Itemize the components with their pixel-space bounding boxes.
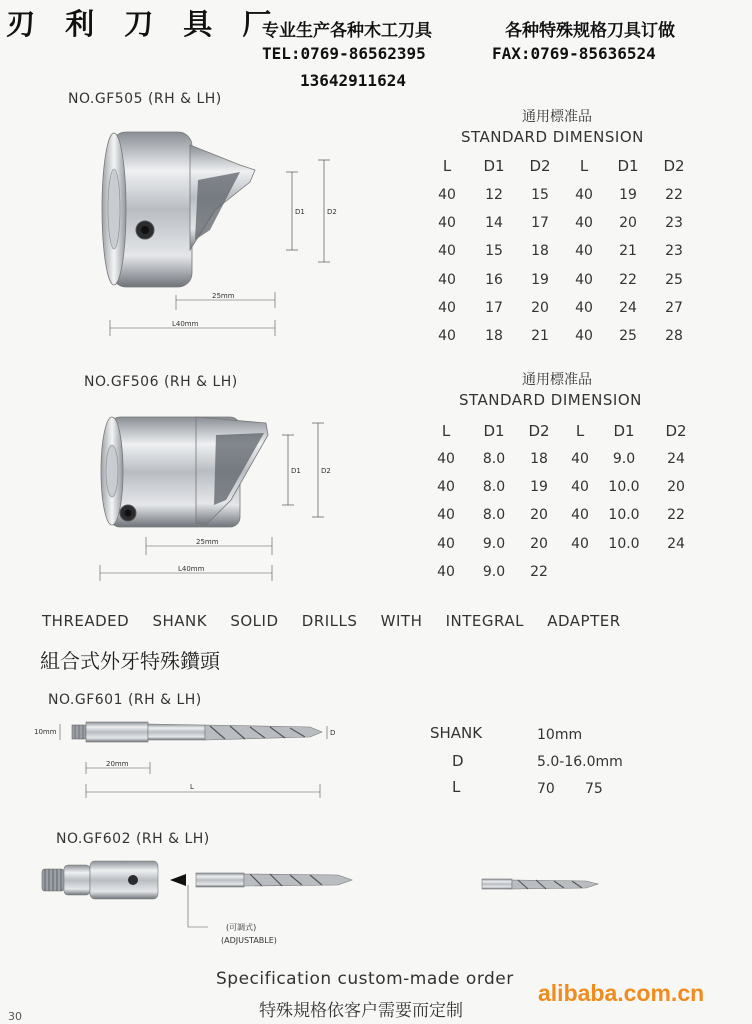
gf505-table-cell: 40 [438, 187, 456, 203]
gf601-drawing [30, 712, 350, 802]
fax: FAX:0769-85636524 [492, 44, 656, 63]
gf506-table-title-cn: 通用標准品 [522, 372, 592, 388]
gf505-table-cell: 21 [531, 328, 549, 344]
gf602-adjustable-en: (ADJUSTABLE) [221, 936, 277, 945]
gf505-table-cell: 25 [619, 328, 637, 344]
gf505-model-label: NO.GF505 (RH & LH) [68, 91, 222, 107]
section-title-en: THREADED SHANK SOLID DRILLS WITH INTEGRAL ADAPTER [42, 612, 621, 630]
gf601-l-value-2: 75 [585, 781, 603, 797]
gf506-table-cell: 10.0 [608, 507, 640, 524]
gf505-table-header: D2 [529, 157, 551, 175]
gf505-table-cell: 21 [619, 243, 637, 260]
gf505-table-cell: 40 [438, 299, 456, 316]
gf506-table-cell: 22 [530, 563, 548, 580]
gf505-table-cell: 40 [575, 299, 593, 316]
company-brand: 刃 利 刀 具 厂 [6, 7, 282, 41]
gf506-25mm-label: 25mm [196, 538, 219, 546]
gf506-table-cell: 22 [667, 507, 685, 524]
gf505-table-cell: 40 [575, 328, 593, 344]
gf505-table-cell: 20 [619, 215, 637, 232]
arrow-left-icon [170, 874, 186, 886]
gf506-cutter-body [101, 417, 268, 527]
footer-spec-en: Specification custom-made order [216, 969, 514, 989]
gf506-table-cell: 40 [437, 479, 455, 496]
gf505-table-header: D2 [663, 157, 685, 175]
gf506-table-cell: 8.0 [482, 451, 506, 467]
gf506-model-label: NO.GF506 (RH & LH) [84, 374, 238, 390]
gf602-drill-assembled [482, 879, 598, 889]
gf505-table-cell: 22 [665, 187, 683, 203]
gf602-adjustable-cn: (可調式) [226, 923, 257, 932]
gf505-table-cell: 16 [485, 271, 503, 288]
gf505-table-cell: 18 [531, 243, 549, 260]
page-number: 30 [8, 1010, 22, 1023]
gf506-table-cell: 8.0 [482, 507, 506, 524]
gf505-table-cell: 40 [438, 215, 456, 232]
gf601-model-label: NO.GF601 (RH & LH) [48, 692, 202, 708]
gf505-table-cell: 40 [575, 215, 593, 232]
gf506-table-cell: 9.0 [482, 535, 506, 552]
gf506-table-cell: 40 [437, 451, 455, 467]
gf602-drawing [38, 855, 618, 955]
gf506-table-cell: 19 [530, 479, 548, 496]
gf506-table-cell: 40 [437, 535, 455, 552]
gf506-table-cell: 8.0 [482, 479, 506, 496]
gf505-table-cell: 19 [531, 271, 549, 288]
gf505-table-cell: 28 [665, 328, 683, 344]
gf601-l-label: L [452, 778, 461, 796]
gf506-table-header: D2 [665, 422, 687, 440]
gf601-drill-body [72, 722, 322, 742]
gf505-table-cell: 17 [485, 299, 503, 316]
mobile-number: 13642911624 [300, 71, 406, 90]
gf505-table-cell: 40 [438, 271, 456, 288]
gf601-d-value: 5.0-16.0mm [537, 754, 623, 770]
gf506-table-cell: 10.0 [608, 535, 640, 552]
gf506-d1-label: D1 [291, 467, 301, 475]
gf505-25mm-label: 25mm [212, 292, 235, 300]
telephone: TEL:0769-86562395 [262, 44, 426, 63]
tagline-left: 专业生产各种木工刀具 [262, 21, 432, 41]
gf505-table-header: D1 [617, 157, 639, 175]
gf505-d1-label: D1 [295, 208, 305, 216]
gf601-d-label: D [452, 752, 464, 770]
gf506-table-cell: 40 [571, 479, 589, 496]
gf505-d2-label: D2 [327, 208, 337, 216]
section-title-cn: 組合式外牙特殊鑽頭 [40, 649, 220, 673]
gf505-table-cell: 22 [619, 271, 637, 288]
gf506-table-header: D1 [613, 422, 635, 440]
gf505-table-cell: 18 [485, 328, 503, 344]
gf601-shank-label: SHANK [430, 724, 483, 742]
gf505-table-cell: 15 [531, 187, 549, 203]
gf505-drawing [90, 110, 340, 340]
gf505-table-cell: 23 [665, 215, 683, 232]
gf505-table-cell: 19 [619, 187, 637, 203]
gf505-table-cell: 40 [575, 271, 593, 288]
gf506-table-cell: 24 [667, 535, 685, 552]
gf506-40mm-label: L40mm [178, 565, 205, 573]
gf506-table-cell: 40 [437, 563, 455, 580]
gf505-table-cell: 14 [485, 215, 503, 232]
gf505-table-title-en: STANDARD DIMENSION [461, 128, 644, 146]
gf505-cutter-body [102, 132, 255, 287]
gf506-table-cell: 40 [571, 451, 589, 467]
gf601-l-dim-label: L [190, 783, 194, 791]
gf602-drill [196, 873, 352, 887]
gf505-table-cell: 40 [438, 328, 456, 344]
gf505-table-cell: 12 [485, 187, 503, 203]
gf506-table-cell: 40 [571, 507, 589, 524]
footer-spec-cn: 特殊規格依客户需要而定制 [259, 1001, 463, 1021]
gf505-table-cell: 24 [619, 299, 637, 316]
gf505-table-cell: 23 [665, 243, 683, 260]
gf505-table-cell: 15 [485, 243, 503, 260]
gf506-table-cell: 24 [667, 451, 685, 467]
gf505-table-cell: 27 [665, 299, 683, 316]
gf506-table-cell: 40 [571, 535, 589, 552]
gf505-table-cell: 17 [531, 215, 549, 232]
gf601-20mm-label: 20mm [106, 760, 129, 768]
gf505-table-cell: 40 [575, 187, 593, 203]
gf505-table-title-cn: 通用標准品 [522, 109, 592, 125]
gf506-table-cell: 20 [530, 507, 548, 524]
gf506-drawing [96, 405, 336, 585]
gf505-table-cell: 40 [438, 243, 456, 260]
gf602-model-label: NO.GF602 (RH & LH) [56, 831, 210, 847]
gf506-table-cell: 18 [530, 451, 548, 467]
gf506-table-cell: 9.0 [482, 563, 506, 580]
tagline-right: 各种特殊规格刀具订做 [505, 21, 675, 41]
gf506-table-header: L [441, 422, 451, 440]
gf506-table-header: L [575, 422, 585, 440]
gf506-table-cell: 9.0 [612, 451, 636, 467]
gf506-table-header: D2 [528, 422, 550, 440]
gf601-shank-value: 10mm [537, 727, 583, 743]
gf505-table-header: L [442, 157, 452, 175]
gf505-table-cell: 20 [531, 299, 549, 316]
gf506-table-cell: 20 [667, 479, 685, 496]
gf505-table-cell: 25 [665, 271, 683, 288]
gf506-table-cell: 10.0 [608, 479, 640, 496]
gf601-shank-dim-label: 10mm [34, 728, 57, 736]
gf506-table-cell: 40 [437, 507, 455, 524]
gf505-table-header: D1 [483, 157, 505, 175]
watermark: alibaba.com.cn [538, 980, 705, 1006]
gf505-table-header: L [579, 157, 589, 175]
gf602-adapter [42, 861, 158, 899]
gf506-table-header: D1 [483, 422, 505, 440]
gf505-40mm-label: L40mm [172, 320, 199, 328]
gf505-table-cell: 40 [575, 243, 593, 260]
gf601-l-value-1: 70 [537, 781, 555, 797]
gf506-d2-label: D2 [321, 467, 331, 475]
gf506-table-cell: 20 [530, 535, 548, 552]
gf506-table-title-en: STANDARD DIMENSION [459, 391, 642, 409]
gf601-d-dim-label: D [330, 729, 336, 737]
